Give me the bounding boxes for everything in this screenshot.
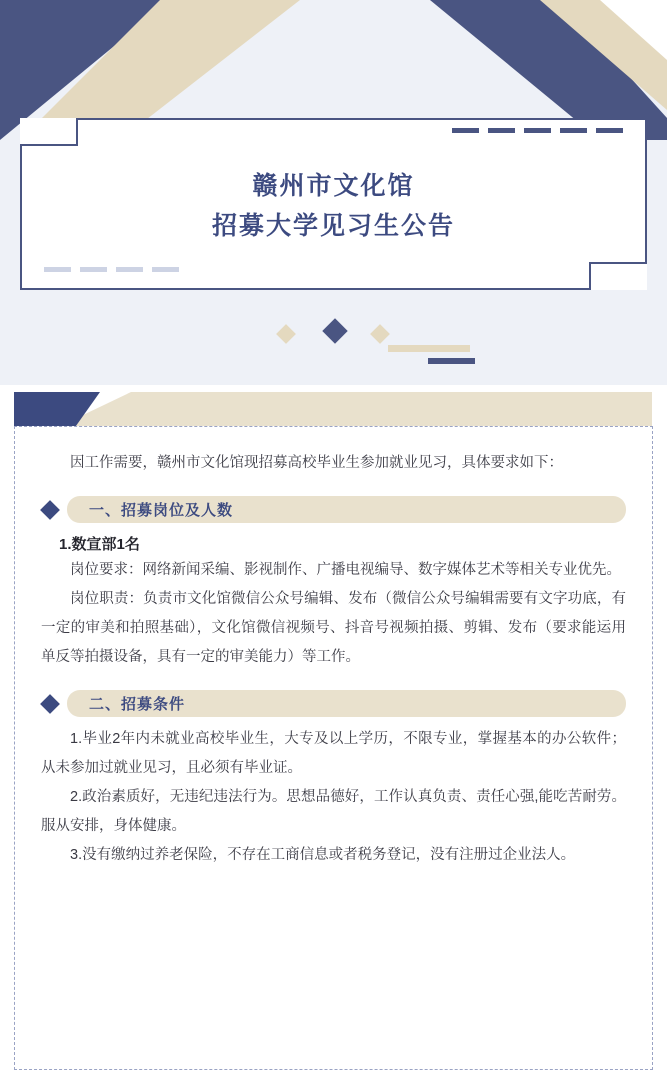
section-1-paragraph-1: 岗位要求：网络新闻采编、影视制作、广播电视编导、数字媒体艺术等相关专业优先。 [70,562,621,578]
section-2-paragraph-1: 1.毕业2年内未就业高校毕业生，大专及以上学历，不限专业，掌握基本的办公软件；从未参加过就业见习，且必须有毕业证。 [41,731,626,776]
section-heading-2 [41,690,626,717]
diamond-icon [322,318,347,343]
page-title [22,166,645,246]
diamond-ornament [0,318,667,368]
title-line-2: 招募大学见习生公告 [211,212,455,240]
diamond-bullet-icon [40,500,60,520]
section-heading-label: 一、招募岗位及人数 [67,496,626,523]
dashes-top-decor [452,128,623,133]
ornament-bar-navy [428,358,475,364]
diamond-bullet-icon [40,694,60,714]
content-section [0,392,667,1070]
ornament-bar-beige [388,345,470,352]
dashes-bottom-decor [44,267,179,272]
intro-paragraph: 因工作需要，赣州市文化馆现招募高校毕业生参加就业见习，具体要求如下： [70,455,563,471]
content-tab-beige [60,392,652,426]
section-1-paragraph-2: 岗位职责：负责市文化馆微信公众号编辑、发布（微信公众号编辑需要有文字功底，有一定的审美和拍照基础），文化馆微信视频号、抖音号视频拍摄、剪辑、发布（要求能运用单反等拍摄设备，具有一定的审美能力）等工作。 [41,591,626,665]
section-2-paragraph-3: 3.没有缴纳过养老保险，不存在工商信息或者税务登记，没有注册过企业法人。 [70,847,576,863]
content-body [14,426,653,1070]
section-heading-1 [41,496,626,523]
title-line-1: 赣州市文化馆 [252,172,415,200]
diamond-icon [370,324,390,344]
card-notch-top-left [20,118,78,146]
card-notch-bottom-right [589,262,647,290]
section-heading-label: 二、招募条件 [67,690,626,717]
section-2-paragraph-2: 2.政治素质好，无违纪违法行为。思想品德好，工作认真负责、责任心强,能吃苦耐劳。服从安排，身体健康。 [41,789,626,834]
title-card [20,118,647,290]
section-1-subheading: 1.数宣部1名 [59,536,140,553]
diamond-icon [276,324,296,344]
